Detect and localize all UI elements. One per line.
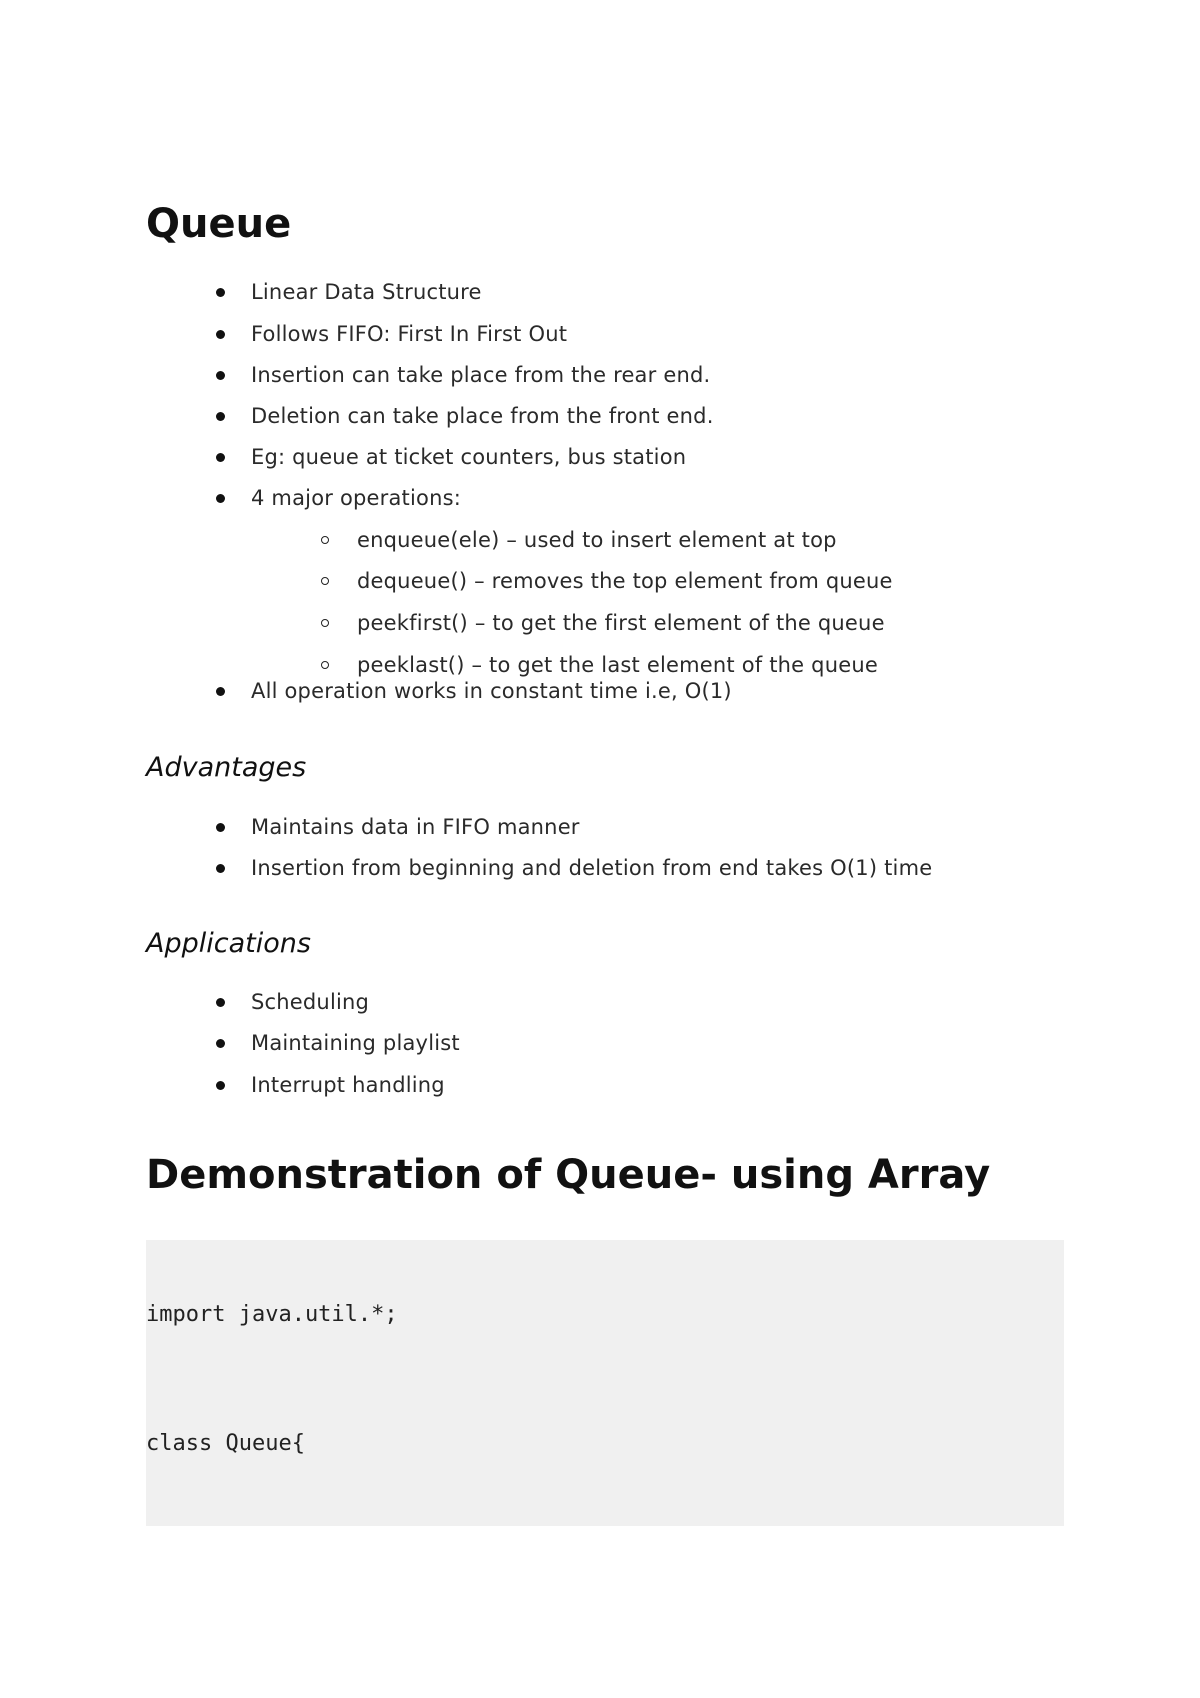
bullet-icon bbox=[216, 330, 225, 339]
advantages-heading: Advantages bbox=[146, 752, 307, 783]
bullet-icon bbox=[216, 371, 225, 380]
document-page: Queue Linear Data Structure Follows FIFO: First In First Out Insertion can take place from the rear end. Deletion can take place from the front end. Eg: queue at ticket counters, bus station 4 major operations: enqueue(ele) – used to insert element at top dequeue() – removes the top element from queue peekfirst() – to get the first element of the queue peeklast() – to get the last element of the queue All operation works in constant time i.e, O(1) Advantages Maintains data in FIFO manner Insertion from beginning and deletion from end takes O(1) time Applications Scheduling Maintaining playlist Interrupt handling Demonstration of Queue- using Array import java.util.*; class Queue{ bbox=[0, 0, 1200, 1698]
bullet-icon bbox=[216, 823, 225, 832]
bullet-icon bbox=[216, 864, 225, 873]
bullet-icon bbox=[216, 687, 225, 696]
bullet-icon bbox=[216, 998, 225, 1007]
hollow-bullet-icon bbox=[321, 619, 329, 627]
bullet-icon bbox=[216, 412, 225, 421]
hollow-bullet-icon bbox=[321, 661, 329, 669]
applications-heading: Applications bbox=[146, 928, 311, 959]
hollow-bullet-icon bbox=[321, 536, 329, 544]
bullet-icon bbox=[216, 1039, 225, 1048]
bullet-icon bbox=[216, 1081, 225, 1090]
hollow-bullet-icon bbox=[321, 577, 329, 585]
code-line: class Queue{ bbox=[146, 1431, 305, 1456]
bullet-icon bbox=[216, 288, 225, 297]
bullet-icon bbox=[216, 494, 225, 503]
page-title: Queue bbox=[146, 201, 292, 247]
code-block bbox=[146, 1240, 1064, 1526]
code-line: import java.util.*; bbox=[146, 1302, 398, 1327]
bullet-icon bbox=[216, 453, 225, 462]
demo-heading: Demonstration of Queue- using Array bbox=[146, 1152, 991, 1198]
